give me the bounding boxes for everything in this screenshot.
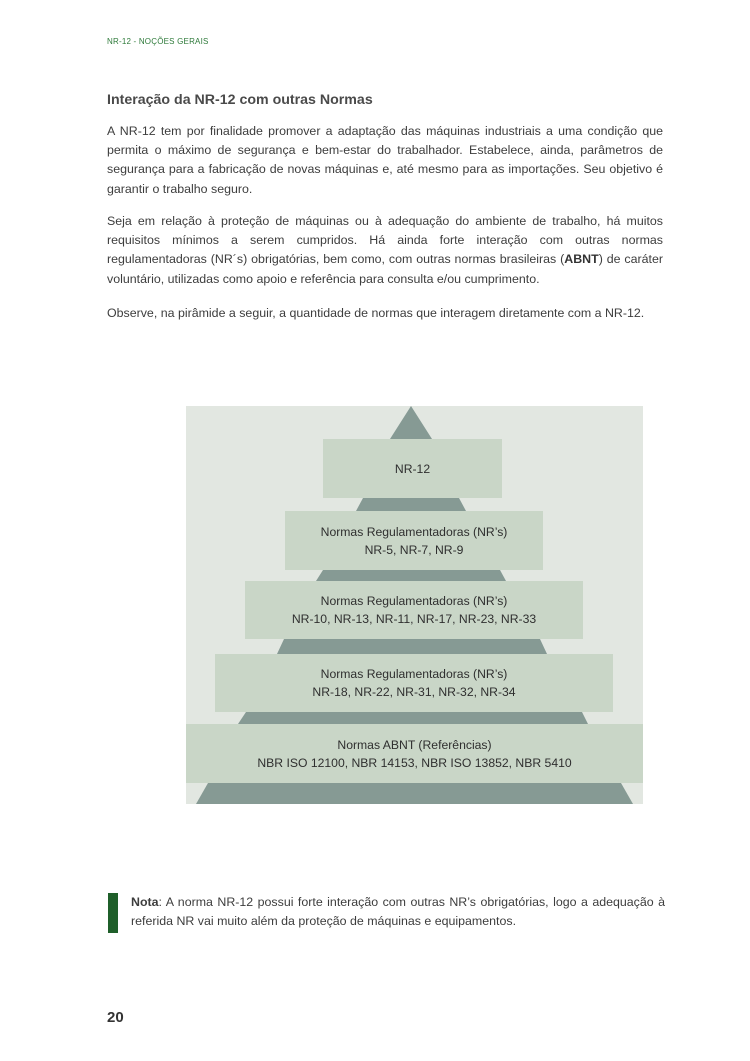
page-number: 20 — [107, 1009, 124, 1026]
tier-title: Normas Regulamentadoras (NR’s) — [320, 594, 508, 608]
tier-norms: NR-18, NR-22, NR-31, NR-32, NR-34 — [312, 685, 516, 699]
pyramid-base — [196, 783, 633, 804]
tier-norms: NR-10, NR-13, NR-11, NR-17, NR-23, NR-33 — [291, 612, 537, 626]
note-label: Nota — [131, 895, 159, 909]
pyramid-band-2 — [316, 570, 506, 581]
tier-nr-group-2 — [245, 581, 583, 639]
pyramid-band-3 — [277, 639, 547, 654]
tier-norms: NBR ISO 12100, NBR 14153, NBR ISO 13852, NBR 5410 — [257, 755, 572, 770]
section-title: Interação da NR-12 com outras Normas — [107, 92, 373, 108]
paragraph-requirements-text-b: ) de caráter voluntário, utilizadas como apoio e referência para consulta e/ou cumprimento. — [107, 252, 663, 286]
pyramid-apex — [390, 406, 432, 439]
tier-nr12-label: NR-12 — [394, 461, 431, 476]
tier-title: Normas ABNT (Referências) — [337, 737, 492, 752]
tier-title: Normas Regulamentadoras (NR’s) — [320, 524, 508, 539]
note-accent-bar — [108, 893, 118, 933]
tier-norms: NR-5, NR-7, NR-9 — [364, 542, 464, 557]
tier-nr-group-3 — [215, 654, 613, 712]
pyramid-band-1 — [356, 498, 466, 511]
norms-pyramid-diagram — [186, 406, 643, 804]
paragraph-requirements-text-a: Seja em relação à proteção de máquinas ou à adequação do ambiente de trabalho, há muitos requisitos mínimos a serem cumpridos. Há ainda forte interação com outras normas regulamentadoras (NR´s) obrigatórias, bem como, com outras normas brasileiras ( — [107, 214, 663, 267]
note-text: : A norma NR-12 possui forte interação com outras NR’s obrigatórias, logo a adequação à referida NR vai muito além da proteção de máquinas e equipamentos. — [131, 895, 665, 929]
paragraph-purpose: A NR-12 tem por finalidade promover a adaptação das máquinas industriais a uma condição que permita o máximo de segurança e bem-estar do trabalhador. Estabelece, ainda, parâmetros de segurança para a fabricação de novas máquinas e, até mesmo para as importações. Seu objetivo é garantir o trabalho seguro. — [107, 124, 663, 196]
tier-nr-group-1 — [285, 511, 543, 570]
tier-title: Normas Regulamentadoras (NR’s) — [320, 667, 508, 681]
tier-abnt — [186, 724, 643, 783]
paragraph-requirements — [107, 212, 663, 289]
note-box — [131, 893, 665, 931]
pyramid-band-4 — [238, 712, 588, 724]
tier-nr12 — [323, 439, 502, 498]
running-header: NR-12 - NOÇÕES GERAIS — [107, 37, 209, 46]
paragraph-pyramid-intro: Observe, na pirâmide a seguir, a quantidade de normas que interagem diretamente com a NR-12. — [107, 306, 645, 320]
abnt-emphasis: ABNT — [564, 252, 599, 267]
